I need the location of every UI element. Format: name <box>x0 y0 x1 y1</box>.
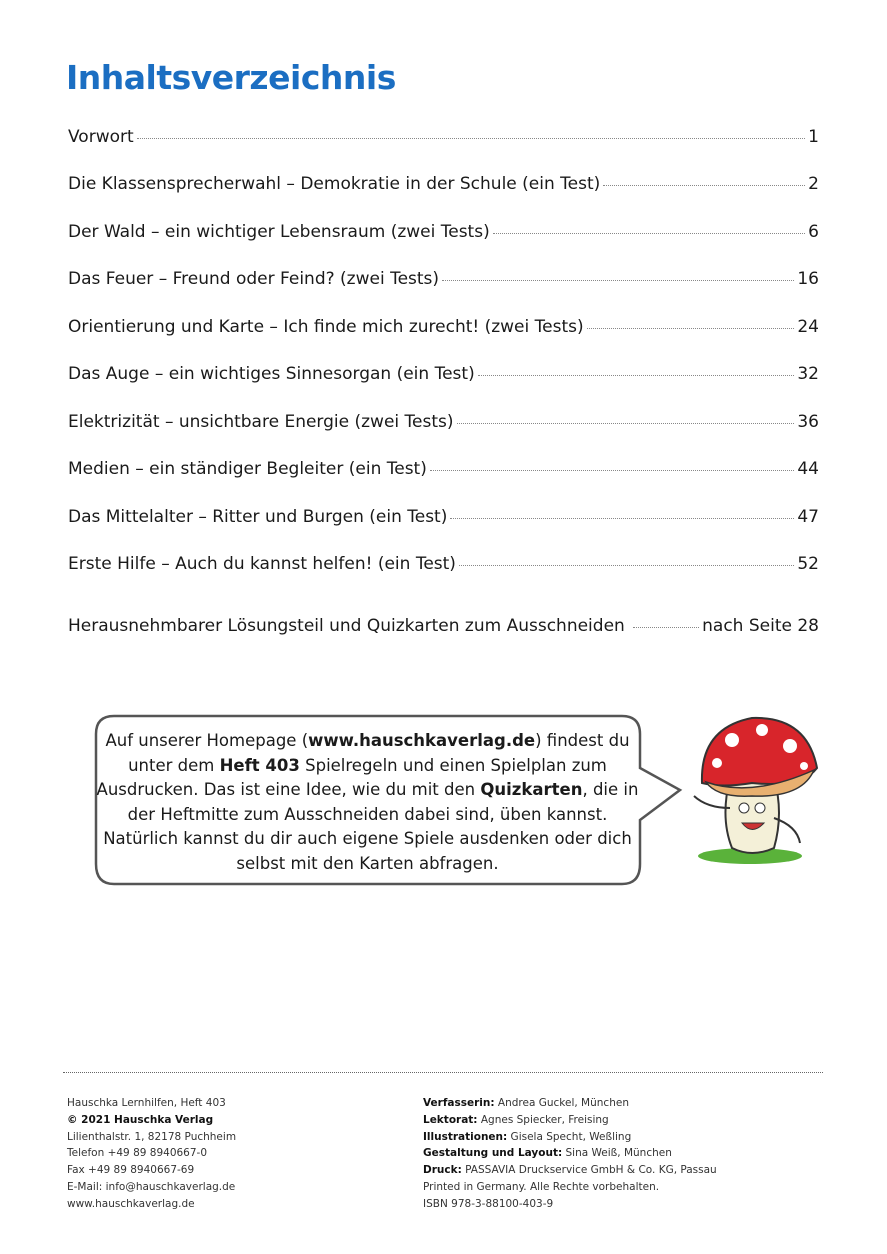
bubble-text: Auf unserer Homepage (www.hauschkaverlag.de) findest du unter dem Heft 403 Spielregeln und einen Spielplan zum Ausdrucken. Das ist eine Idee, wie du mit den Quizkarten, die in der Heftmitte zum Ausschneiden dabei sind, üben kannst. Natürlich kannst du dir auch eigene Spiele ausdenken oder dich selbst mit den Karten abfragen. <box>96 731 639 873</box>
toc-label: Herausnehmbarer Lösungsteil und Quizkarten zum Ausschneiden <box>68 616 625 636</box>
toc-leader-dots <box>478 375 795 376</box>
toc-label: Orientierung und Karte – Ich finde mich zurecht! (zwei Tests) <box>68 317 584 337</box>
footer-line: Fax +49 89 8940667-69 <box>67 1164 195 1177</box>
toc-page: 2 <box>808 174 819 194</box>
toc-label: Elektrizität – unsichtbare Energie (zwei Tests) <box>68 412 454 432</box>
toc-row <box>68 507 819 527</box>
footer-line: Hauschka Lernhilfen, Heft 403 <box>67 1097 226 1109</box>
footer-credit-line: ISBN 978-3-88100-403-9 <box>423 1197 554 1210</box>
toc-label: Das Mittelalter – Ritter und Burgen (ein Test) <box>68 507 448 527</box>
toc-row <box>68 127 819 147</box>
toc-page: 16 <box>797 269 819 289</box>
toc-page: 36 <box>797 412 819 432</box>
mushroom-mascot-illustration <box>682 708 832 866</box>
toc-leader-dots <box>459 565 794 566</box>
footer-line[interactable]: E-Mail: info@hauschkaverlag.de <box>67 1180 236 1193</box>
footer-credit-line: Gestaltung und Layout: Sina Weiß, München <box>423 1147 672 1160</box>
toc-page: 6 <box>808 222 819 242</box>
footer-line[interactable]: www.hauschkaverlag.de <box>67 1197 195 1210</box>
toc-leader-dots <box>430 470 795 471</box>
toc-leader-dots <box>603 185 805 186</box>
footer-publisher-info <box>67 1095 236 1213</box>
toc-label: Medien – ein ständiger Begleiter (ein Test) <box>68 459 427 479</box>
toc-leader-dots <box>450 518 794 519</box>
toc-label: Vorwort <box>68 127 134 147</box>
footer-credit-line: Druck: PASSAVIA Druckservice GmbH & Co. KG, Passau <box>423 1164 717 1177</box>
toc-row <box>68 269 819 289</box>
toc-leader-dots <box>587 328 795 329</box>
toc-label: Der Wald – ein wichtiger Lebensraum (zwei Tests) <box>68 222 490 242</box>
toc-label: Das Feuer – Freund oder Feind? (zwei Tests) <box>68 269 440 289</box>
footer-line: Lilienthalstr. 1, 82178 Puchheim <box>67 1130 237 1143</box>
toc-page: 24 <box>797 317 819 337</box>
toc-leader-dots <box>457 423 795 424</box>
homepage-link[interactable]: www.hauschkaverlag.de <box>308 731 536 750</box>
toc-row <box>68 174 819 194</box>
footer-credit-line: Lektorat: Agnes Spiecker, Freising <box>423 1113 609 1126</box>
toc-leader-dots <box>137 138 806 139</box>
footer-credit-line: Printed in Germany. Alle Rechte vorbehalten. <box>423 1180 660 1193</box>
toc-row <box>68 364 819 384</box>
footer-credit-line: Illustrationen: Gisela Specht, Weßling <box>423 1130 632 1143</box>
toc-page: 47 <box>797 507 819 527</box>
toc-leader-dots <box>442 280 794 281</box>
toc-page: 32 <box>797 364 819 384</box>
footer-divider <box>63 1072 823 1073</box>
footer-line: Telefon +49 89 8940667-0 <box>67 1147 208 1160</box>
toc-page: 44 <box>797 459 819 479</box>
toc-row <box>68 412 819 432</box>
toc-label: Das Auge – ein wichtiges Sinnesorgan (ein Test) <box>68 364 475 384</box>
toc-leader-dots <box>493 233 805 234</box>
toc-page: 1 <box>808 127 819 147</box>
toc-row <box>68 459 819 479</box>
toc-extra-row <box>68 616 819 636</box>
footer-line: © 2021 Hauschka Verlag <box>67 1113 214 1126</box>
toc-row <box>68 554 819 574</box>
toc-page: 52 <box>797 554 819 574</box>
toc-label: Die Klassensprecherwahl – Demokratie in der Schule (ein Test) <box>68 174 601 194</box>
toc-row <box>68 317 819 337</box>
page-title: Inhaltsverzeichnis <box>66 58 396 97</box>
toc-label: Erste Hilfe – Auch du kannst helfen! (ein Test) <box>68 554 456 574</box>
toc-page: nach Seite 28 <box>702 616 819 636</box>
footer-credits <box>423 1095 717 1213</box>
footer-credit-line: Verfasserin: Andrea Guckel, München <box>423 1097 629 1109</box>
toc-row <box>68 222 819 242</box>
toc-leader-dots <box>633 627 699 628</box>
